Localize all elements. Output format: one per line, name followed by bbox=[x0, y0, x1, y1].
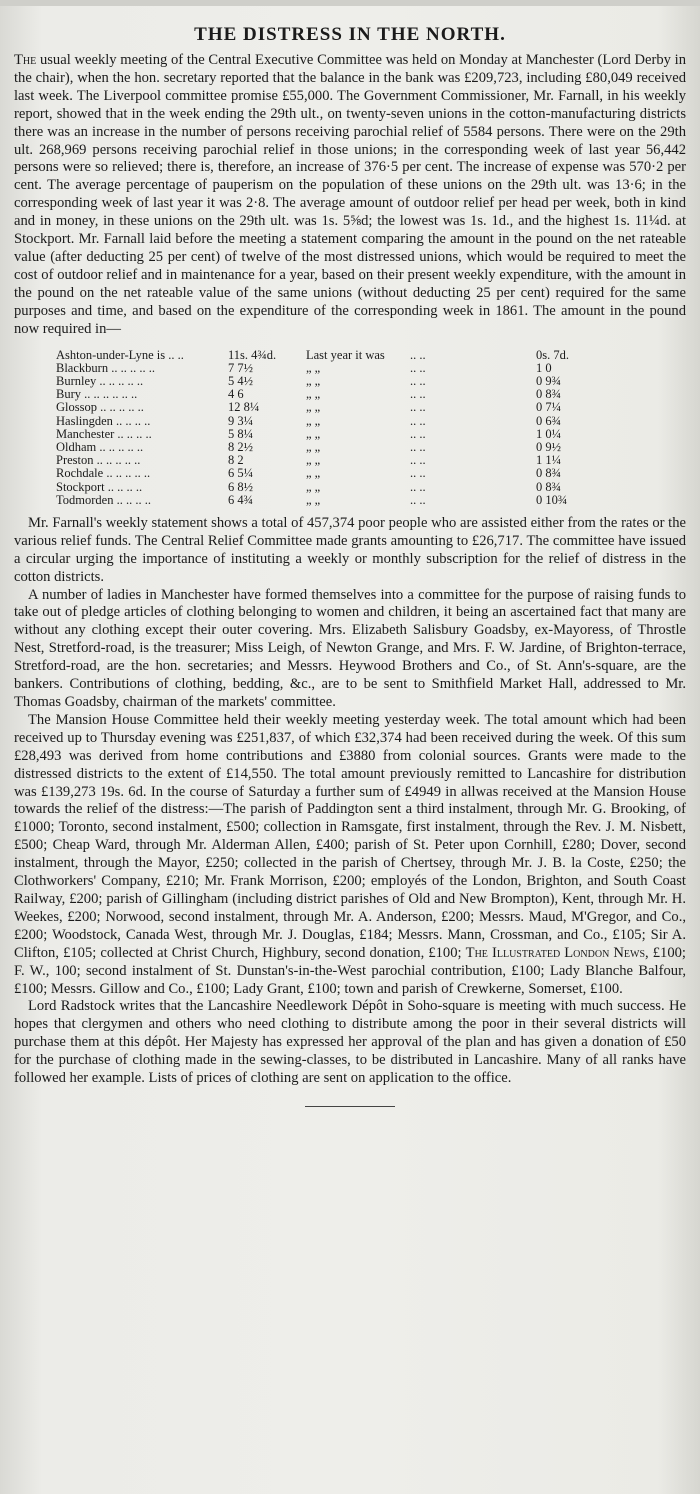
rate-last-year: 1 0¼ bbox=[536, 426, 561, 441]
union-name: Oldham .. .. .. .. .. bbox=[56, 439, 144, 454]
last-year-label: „ „ bbox=[306, 479, 321, 494]
paragraph-ladies-committee: A number of ladies in Manchester have formed themselves into a committee for the purpose of raising funds to take out of pledge articles of clothing belonging to women and children, it being an ascertained fact that many are without any clothing except their outer covering. Mrs. Elizabeth Salisbury Goadsby, ex-Mayoress, of Throstle Nest, Stretford-road, is the treasurer; Miss Leigh, of Newton Grange, and Mrs. F. W. Jardine, of Brighton-terrace, Stretford-road, are the hon. secretaries; and Messrs. Heywood Brothers and Co., of St. Ann's-square, are the bankers. Contributions of clothing, bedding, &c., are to be sent to Smithfield Market Hall, addressed to Mr. Thomas Goadsby, chairman of the markets' committee. bbox=[14, 586, 686, 710]
rates-table-body bbox=[54, 349, 598, 507]
leader-dots: .. .. bbox=[410, 479, 426, 494]
last-year-label: „ „ bbox=[306, 492, 321, 507]
union-name: Ashton-under-Lyne is .. .. bbox=[56, 347, 184, 362]
rate-last-year: 0 7¼ bbox=[536, 400, 561, 415]
last-year-label: „ „ bbox=[306, 426, 321, 441]
rate-last-year: 0 8¾ bbox=[536, 466, 561, 481]
union-name: Bury .. .. .. .. .. .. bbox=[56, 387, 138, 402]
rate-now: 6 5¼ bbox=[228, 466, 253, 481]
table-row bbox=[54, 494, 598, 507]
lead-word: The bbox=[14, 52, 37, 68]
table-row bbox=[54, 349, 598, 362]
rate-last-year: 0 10¾ bbox=[536, 492, 568, 507]
last-year-label: „ „ bbox=[306, 400, 321, 415]
rate-now: 11s. 4¾d. bbox=[228, 347, 277, 362]
leader-dots: .. .. bbox=[410, 413, 426, 428]
leader-dots: .. .. bbox=[410, 426, 426, 441]
paragraph-needlework-depot: Lord Radstock writes that the Lancashire Needlework Dépôt in Soho-square is meeting with much success. He hopes that clergymen and others who need clothing to distribute among the poor in their several districts will purchase them at this dépôt. Her Majesty has expressed her approval of the plan and has given a donation of £50 for the purchase of clothing made in the sewing-classes, to be distributed in Lancashire. Many of all ranks have followed her example. Lists of prices of clothing are sent on application to the office. bbox=[14, 998, 686, 1087]
rate-last-year: 0s. 7d. bbox=[536, 347, 569, 362]
last-year-label: „ „ bbox=[306, 413, 321, 428]
table-row bbox=[54, 401, 598, 414]
rate-last-year: 0 9¾ bbox=[536, 373, 561, 388]
rate-now: 8 2½ bbox=[228, 439, 253, 454]
last-year-label: „ „ bbox=[306, 439, 321, 454]
rate-now: 6 8½ bbox=[228, 479, 253, 494]
leader-dots: .. .. bbox=[410, 360, 426, 375]
leader-dots: .. .. bbox=[410, 466, 426, 481]
union-name: Glossop .. .. .. .. .. bbox=[56, 400, 144, 415]
last-year-label: „ „ bbox=[306, 360, 321, 375]
leader-dots: .. .. bbox=[410, 400, 426, 415]
rates-table bbox=[54, 349, 598, 507]
leader-dots: .. .. bbox=[410, 373, 426, 388]
table-row bbox=[54, 481, 598, 494]
leader-dots: .. .. bbox=[410, 453, 426, 468]
rate-now: 6 4¾ bbox=[228, 492, 253, 507]
rate-now: 8 2 bbox=[228, 453, 244, 468]
rate-now: 5 8¼ bbox=[228, 426, 253, 441]
paragraph-mansion-house bbox=[14, 712, 686, 999]
table-row bbox=[54, 415, 598, 428]
table-row bbox=[54, 467, 598, 480]
rate-last-year: 0 8¾ bbox=[536, 387, 561, 402]
union-name: Stockport .. .. .. .. bbox=[56, 479, 143, 494]
last-year-label: „ „ bbox=[306, 387, 321, 402]
paragraph-text: , £100; F. W., 100; second instalment of St. Dunstan's-in-the-West parochial contribution, £100; Lady Blanche Balfour, £100; Messrs. Gillow and Co., £100; Lady Grant, £100; town and parish of Crewkerne, Somerset, £100. bbox=[14, 944, 686, 997]
union-name: Manchester .. .. .. .. bbox=[56, 426, 152, 441]
top-edge-strip bbox=[0, 0, 700, 6]
rate-last-year: 1 1¼ bbox=[536, 453, 561, 468]
union-name: Blackburn .. .. .. .. .. bbox=[56, 360, 155, 375]
paragraph-committee-meeting bbox=[14, 52, 686, 339]
paragraph-text: The Mansion House Committee held their weekly meeting yesterday week. The total amount which had been received up to Thursday evening was £251,837, of which £32,374 had been received during the week. Of this sum £28,493 was derived from home contributions and £3880 from colonial sources. Grants were made to the distressed districts to the extent of £14,550. The total amount previously remitted to Lancashire for distribution was £139,273 19s. 6d. In the course of Saturday a further sum of £4949 in allwas received at the Mansion House towards the relief of the distress:—The parish of Paddington sent a third instalment, through Mr. G. Brooking, of £1000; Toronto, second instalment, £500; collection in Ramsgate, first instalment, through the Rev. J. M. Nisbett, £500; Cheap Ward, through Mr. Alderman Allen, £400; parish of St. Peter upon Cornhill, £280; Dover, second instalment, through the Mayor, £250; collected in the parish of Chertsey, through Mr. J. B. la Coste, £250; the Clothworkers' Company, £210; Mr. Frank Morrison, £200; employés of the London, Brighton, and South Coast Railway, £200; parish of Gillingham (including district parishes of Old and New Brompton), Kent, through Mr. H. Weekes, £200; Norwood, second instalment, through Mr. A. Anderson, £200; Messrs. Maud, M'Gregor, and Co., £200; Woodstock, Canada West, through Mr. J. Douglas, £184; Messrs. Mann, Crossman, and Co., £105; Sir A. Clifton, £105; collected at Christ Church, Highbury, second donation, £100; bbox=[14, 711, 686, 961]
rate-last-year: 0 9½ bbox=[536, 439, 561, 454]
last-year-label: „ „ bbox=[306, 373, 321, 388]
end-rule bbox=[305, 1106, 395, 1107]
paragraph-farnall-statement: Mr. Farnall's weekly statement shows a total of 457,374 poor people who are assisted either from the rates or the various relief funds. The Central Relief Committee made grants amounting to £26,717. The committee have issued a circular urging the importance of instituting a weekly or monthly subscription for the relief of distress in the cotton districts. bbox=[14, 514, 686, 585]
table-row bbox=[54, 428, 598, 441]
paragraph-text: usual weekly meeting of the Central Executive Committee was held on Monday at Manchester (Lord Derby in the chair), when the hon. secretary reported that the balance in the bank was £209,723, including £80,049 received last week. The Liverpool committee promise £55,000. The Government Commissioner, Mr. Farnall, in his weekly report, showed that in the week ending the 29th ult., on twenty-seven unions in the cotton-manufacturing districts there was an increase in the number of persons receiving parochial relief of 5584 persons. There were on the 29th ult. 268,969 persons receiving parochial relief in those unions; in the corresponding week of last year 56,442 persons were so relieved; there is, therefore, an increase of 376·5 per cent. The increase of expense was 570·2 per cent. The average percentage of pauperism on the population of these unions on the 29th ult. was 13·6; in the corresponding week of last year it was 2·8. The average amount of outdoor relief per head per week, both in kind and in money, in these unions on the 29th ult. was 1s. 5⅝d; the lowest was 1s. 1d., and the highest 1s. 11¼d. at Stockport. Mr. Farnall laid before the meeting a statement comparing the amount in the pound on the net rateable value (after deducting 25 per cent) of twelve of the most distressed unions, which would be required to meet the cost of outdoor relief and in maintenance for a year, based on their present weekly expenditure, with the amount in the pound on the net rateable value of the same unions (without deducting 25 per cent) required for the same purposes and time, and based on the expenditure of the corresponding week in 1861. The amount in the pound now required in— bbox=[14, 52, 686, 337]
union-name: Haslingden .. .. .. .. bbox=[56, 413, 151, 428]
last-year-label: Last year it was bbox=[306, 347, 385, 362]
rate-last-year: 1 0 bbox=[536, 360, 552, 375]
union-name: Preston .. .. .. .. .. bbox=[56, 453, 141, 468]
newspaper-name: The Illustrated London News bbox=[465, 944, 646, 961]
union-name: Todmorden .. .. .. .. bbox=[56, 492, 151, 507]
rate-now: 4 6 bbox=[228, 387, 244, 402]
rate-last-year: 0 6¾ bbox=[536, 413, 561, 428]
union-name: Rochdale .. .. .. .. .. bbox=[56, 466, 151, 481]
rate-now: 9 3¼ bbox=[228, 413, 253, 428]
leader-dots: .. .. bbox=[410, 347, 426, 362]
rate-now: 5 4½ bbox=[228, 373, 253, 388]
rate-last-year: 0 8¾ bbox=[536, 479, 561, 494]
last-year-label: „ „ bbox=[306, 453, 321, 468]
rate-now: 7 7½ bbox=[228, 360, 253, 375]
leader-dots: .. .. bbox=[410, 439, 426, 454]
last-year-label: „ „ bbox=[306, 466, 321, 481]
leader-dots: .. .. bbox=[410, 387, 426, 402]
rate-now: 12 8¼ bbox=[228, 400, 260, 415]
leader-dots: .. .. bbox=[410, 492, 426, 507]
article-title: THE DISTRESS IN THE NORTH. bbox=[194, 24, 506, 45]
table-row bbox=[54, 362, 598, 375]
union-name: Burnley .. .. .. .. .. bbox=[56, 373, 144, 388]
